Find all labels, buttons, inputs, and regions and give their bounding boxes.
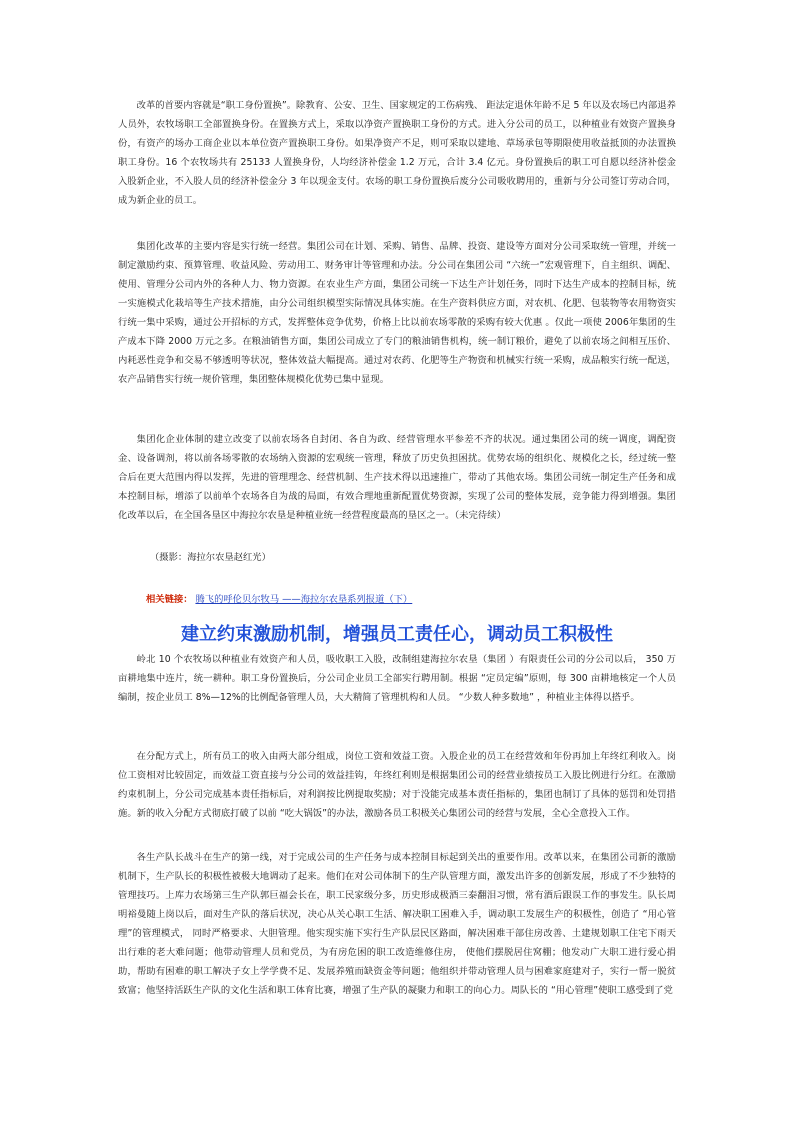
body-paragraph: 集团化企业体制的建立改变了以前农场各自封闭、各自为政、经营管理水平参差不齐的状况。通过集团公司的统一调度，调配资金、设备调剂，将以前各场零散的农场纳入资源的宏观统一管理，释放了历史负担困扰。优势农场的组织化、规模化之长，经过统一整合后在更大范围内得以发挥，先进的管理理念、经营机制、生产技术得以迅速推广，带动了其他农场。集团公司统一制定生产任务和成本控制目标，增添了以前单个农场各自为战的局面，有效合理地重新配置优势资源，实现了公司的整体发展，竞争能力得到增强。集团化改革以后，在全国各垦区中海拉尔农垦是种植业统一经营程度最高的垦区之一。（未完待续） xyxy=(118,434,676,521)
related-article-link[interactable]: 腾飞的呼伦贝尔牧马 ——海拉尔农垦系列报道（下） xyxy=(195,594,413,605)
photo-caption: （摄影：海拉尔农垦赵红光） xyxy=(150,552,271,563)
body-paragraph: 集团化改革的主要内容是实行统一经营。集团公司在计划、采购、销售、品牌、投资、建设等方面对分公司采取统一管理，并统一制定激励约束、预算管理、收益风险、劳动用工、财务审计等管理和办法。分公司在集团公司 “六统一”宏观管理下，自主组织、调配、使用、管理分公司内外的各种人力、物力资源。在农业生产方面，集团公司统一下达生产计划任务，同时下达生产成本的控制目标，统一实施模式化栽培等生产技术措施，由分公司组织模型实际情况具体实施。在生产资料供应方面，对农机、化肥、包装物等农用物资实行统一集中采购，通过公开招标的方式，发挥整体竞争优势，价格上比以前农场零散的采购有较大优惠 。仅此一项使 2006年集团的生产成本下降 2000 万元之多。在粮油销售方面，集团公司成立了专门的粮油销售机构，统一制订粮价，避免了以前农场之间相互压价、内耗恶性竞争和交易不够透明等状况，整体效益大幅提高。通过对农药、化肥等生产物资和机械实行统一采购，成品粮实行统一配送，农产品销售实行统一规价管理，集团整体规模化优势已集中显现。 xyxy=(118,241,676,385)
related-links xyxy=(146,590,412,609)
body-paragraph: 岭北 10 个农牧场以种植业有效资产和人员，吸收职工入股，改制组建海拉尔农垦（集团 ）有限责任公司的分公司以后， 350 万亩耕地集中连片，统一耕种。职工身份置换后，分公司企业员工全部实行聘用制。根据 “定员定编”原则，每 300 亩耕地核定一个人员编制，按企业员工 8%—12%的比例配备管理人员，大大精简了管理机构和人员。 “少数人种多数地” ，种植业主体得以搭乎。 xyxy=(118,654,676,703)
body-paragraph: 各生产队长战斗在生产的第一线，对于完成公司的生产任务与成本控制目标起到关出的重要作用。改革以来，在集团公司新的激励机制下，生产队长的积极性被极大地调动了起来。他们在对公司体制下的生产队管理方面，激发出许多的创新发展，形成了不少独特的管理技巧。上库力农场第三生产队郭巨福会长在，职工民家级分多，历史形成极酒三泰翻泪习惯，常有酒后跟误工作的事发生。队长周明裕曼随上岗以后，面对生产队的落后状况，决心从关心职工生活、解决职工困难入手，调动职工发展生产的积极性，创造了 “用心管理”的管理模式， 同时严格要求、大胆管理。他实现实施下实行生产队层民区路面，解决困难干部住房改善、土建规划职工住宅下雨天出行难的老大难问题；他带动管理人员和党员，为有房危困的职工改造维修住房， 使他们摆脱居住窝棚；他发动广大职工进行爱心捐助，帮助有困难的职工解决子女上学学费不足、发展养殖而缺资金等问题；他组织并带动管理人员与困难家庭建对子，实行一帮一脱贫致富；他坚持活跃生产队的文化生活和职工体育比赛，增强了生产队的凝聚力和职工的向心力。周队长的 “用心管理”使职工感受到了党 xyxy=(118,852,676,996)
section-headline: 建立约束激励机制，增强员工责任心，调动员工积极性 xyxy=(181,624,613,645)
related-links-label: 相关链接： xyxy=(146,594,193,605)
body-paragraph: 改革的首要内容就是“职工身份置换”。除教育、公安、卫生、国家规定的工伤病残、 距法定退休年龄不足 5 年以及农场已内部退养人员外，农牧场职工全部置换身份。在置换方式上，采取以净资产置换职工身份的方式。进入分公司的员工，以种植业有效资产置换身份，有资产的场办工商企业以本单位资产置换职工身份。如果净资产不足，则可采取以建地、草场承包等期限使用收益抵顶的办法置换职工身份。16 个农牧场共有 25133 人置换身份，人均经济补偿金 1.2 万元，合计 3.4 亿元。身份置换后的职工可自愿以经济补偿金入股新企业，不入股人员的经济补偿金分 3 年以现金支付。农场的职工身份置换后废分公司吸收聘用的，重新与分公司签订劳动合同，成为新企业的员工。 xyxy=(118,100,676,206)
body-paragraph: 在分配方式上，所有员工的收入由两大部分组成，岗位工资和效益工资。入股企业的员工在经营效和年份再加上年终红利收入。岗位工资相对比较固定，而效益工资直接与分公司的效益挂钩，年终红利则是根据集团公司的经营业绩按员工入股比例进行分红。在激励约束机制上，分公司完成基本责任指标后，对利润按比例提取奖励；对于没能完成基本责任指标的，集团也制订了具体的惩罚和处罚措施。新的收入分配方式彻底打破了以前 “吃大锅饭”的办法，激励各员工积极关心集团公司的经营与发展，全心全意投入工作。 xyxy=(118,751,676,819)
